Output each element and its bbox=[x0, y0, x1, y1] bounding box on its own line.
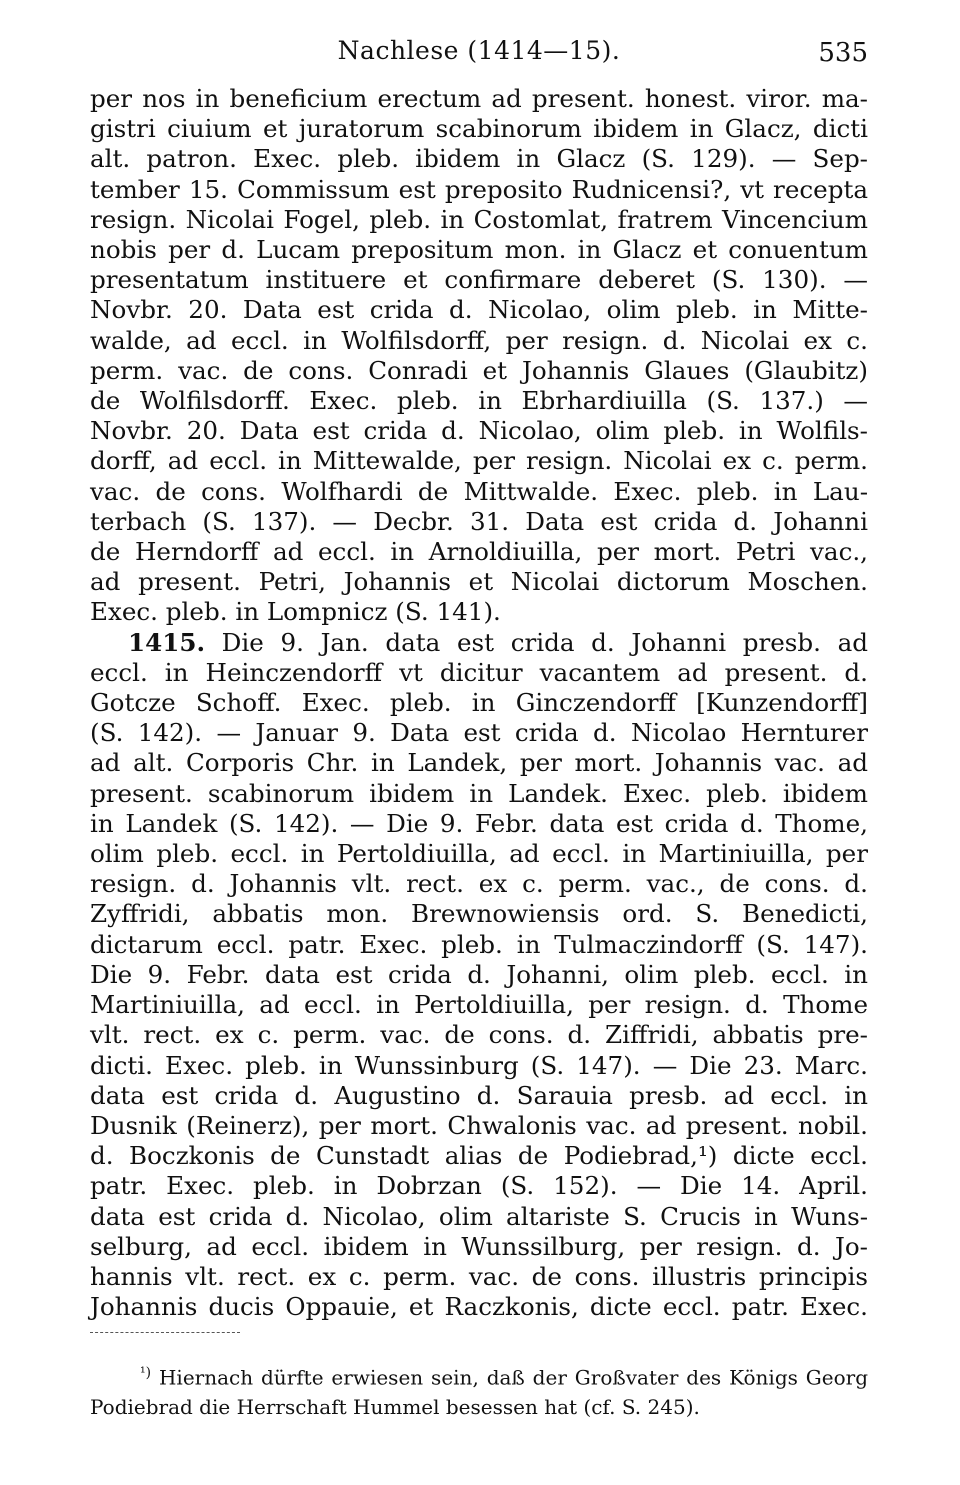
text-line: perm. vac. de cons. Conradi et Johannis Glaues (Glaubitz) bbox=[90, 355, 868, 385]
document-page bbox=[90, 30, 868, 1422]
text-line: Novbr. 20. Data est crida d. Nicolao, olim pleb. in Wolfils- bbox=[90, 416, 868, 446]
text-line: per nos in beneficium erectum ad present. honest. viror. ma- bbox=[90, 84, 868, 113]
year-entry-line bbox=[90, 628, 868, 658]
text-line: walde, ad eccl. in Wolfilsdorff, per resign. d. Nicolai ex c. bbox=[90, 325, 868, 355]
text-line: Gotcze Schoff. Exec. pleb. in Ginczendorff [Kunzendorff] bbox=[90, 688, 868, 718]
text-line: nobis per d. Lucam prepositum mon. in Glacz et conuentum bbox=[90, 235, 868, 265]
text-line: Johannis ducis Oppauie, et Raczkonis, dicte eccl. patr. Exec. bbox=[90, 1292, 868, 1322]
text-line: de Herndorff ad eccl. in Arnoldiuilla, per mort. Petri vac., bbox=[90, 537, 868, 567]
text-line: tember 15. Commissum est preposito Rudnicensi?, vt recepta bbox=[90, 174, 868, 204]
footnote-marker: ¹) bbox=[140, 1365, 152, 1382]
text-line: gistri ciuium et juratorum scabinorum ibidem in Glacz, dicti bbox=[90, 114, 868, 144]
footnote-separator bbox=[90, 1332, 240, 1333]
text-line: vlt. rect. ex c. perm. vac. de cons. d. Ziffridi, abbatis pre- bbox=[90, 1020, 868, 1050]
text-line: resign. Nicolai Fogel, pleb. in Costomlat, fratrem Vincencium bbox=[90, 204, 868, 234]
text-line: Zyffridi, abbatis mon. Brewnowiensis ord. S. Benedicti, bbox=[90, 899, 868, 929]
text-line: (S. 142). — Januar 9. Data est crida d. Nicolao Hernturer bbox=[90, 718, 868, 748]
text-line: ad alt. Corporis Chr. in Landek, per mort. Johannis vac. ad bbox=[90, 748, 868, 778]
text-line: selburg, ad eccl. ibidem in Wunssilburg, per resign. d. Jo- bbox=[90, 1231, 868, 1261]
text-line: data est crida d. Nicolao, olim altariste S. Crucis in Wuns- bbox=[90, 1201, 868, 1231]
text-line: in Landek (S. 142). — Die 9. Febr. data est crida d. Thome, bbox=[90, 808, 868, 838]
footnote-line bbox=[90, 1359, 868, 1393]
text-line: dicti. Exec. pleb. in Wunssinburg (S. 147). — Die 23. Marc. bbox=[90, 1050, 868, 1080]
text-line: present. scabinorum ibidem in Landek. Exec. pleb. ibidem bbox=[90, 778, 868, 808]
year-heading: 1415. bbox=[128, 627, 206, 657]
text-line: dorff, ad eccl. in Mittewalde, per resign. Nicolai ex c. perm. bbox=[90, 446, 868, 476]
text-line: vac. de cons. Wolfhardi de Mittwalde. Exec. pleb. in Lau- bbox=[90, 476, 868, 506]
text-line: alt. patron. Exec. pleb. ibidem in Glacz (S. 129). — Sep- bbox=[90, 144, 868, 174]
running-header bbox=[90, 30, 868, 76]
text-line: hannis vlt. rect. ex c. perm. vac. de cons. illustris principis bbox=[90, 1261, 868, 1291]
main-text bbox=[90, 84, 868, 1322]
text-line: resign. d. Johannis vlt. rect. ex c. perm. vac., de cons. d. bbox=[90, 869, 868, 899]
text-line: eccl. in Heinczendorff vt dicitur vacantem ad present. d. bbox=[90, 657, 868, 687]
footnote-line: Podiebrad die Herrschaft Hummel besessen hat (cf. S. 245). bbox=[90, 1394, 700, 1419]
text-line: olim pleb. eccl. in Pertoldiuilla, ad eccl. in Martiniuilla, per bbox=[90, 839, 868, 869]
page-number: 535 bbox=[818, 38, 868, 68]
running-title: Nachlese (1414—15). bbox=[337, 36, 621, 65]
text-line: Martiniuilla, ad eccl. in Pertoldiuilla, per resign. d. Thome bbox=[90, 990, 868, 1020]
text-line: presentatum instituere et confirmare deberet (S. 130). — bbox=[90, 265, 868, 295]
year-line-text: Die 9. Jan. data est crida d. Johanni presb. ad bbox=[221, 627, 868, 657]
text-line: de Wolfilsdorff. Exec. pleb. in Ebrhardiuilla (S. 137.) — bbox=[90, 386, 868, 416]
text-line: d. Boczkonis de Cunstadt alias de Podiebrad,¹) dicte eccl. bbox=[90, 1141, 868, 1171]
text-line: Novbr. 20. Data est crida d. Nicolao, olim pleb. in Mitte- bbox=[90, 295, 868, 325]
text-line: Dusnik (Reinerz), per mort. Chwalonis vac. ad present. nobil. bbox=[90, 1110, 868, 1140]
text-line: data est crida d. Augustino d. Sarauia presb. ad eccl. in bbox=[90, 1080, 868, 1110]
text-line: dictarum eccl. patr. Exec. pleb. in Tulmaczindorff (S. 147). bbox=[90, 929, 868, 959]
text-line: terbach (S. 137). — Decbr. 31. Data est crida d. Johanni bbox=[90, 506, 868, 536]
text-line: patr. Exec. pleb. in Dobrzan (S. 152). — Die 14. April. bbox=[90, 1171, 868, 1201]
footnote-text: Hiernach dürfte erwiesen sein, daß der Großvater des Königs Georg bbox=[158, 1365, 868, 1390]
footnotes bbox=[90, 1359, 868, 1422]
text-line: Exec. pleb. in Lompnicz (S. 141). bbox=[90, 597, 501, 627]
text-line: ad present. Petri, Johannis et Nicolai dictorum Moschen. bbox=[90, 567, 868, 597]
text-line: Die 9. Febr. data est crida d. Johanni, olim pleb. eccl. in bbox=[90, 959, 868, 989]
